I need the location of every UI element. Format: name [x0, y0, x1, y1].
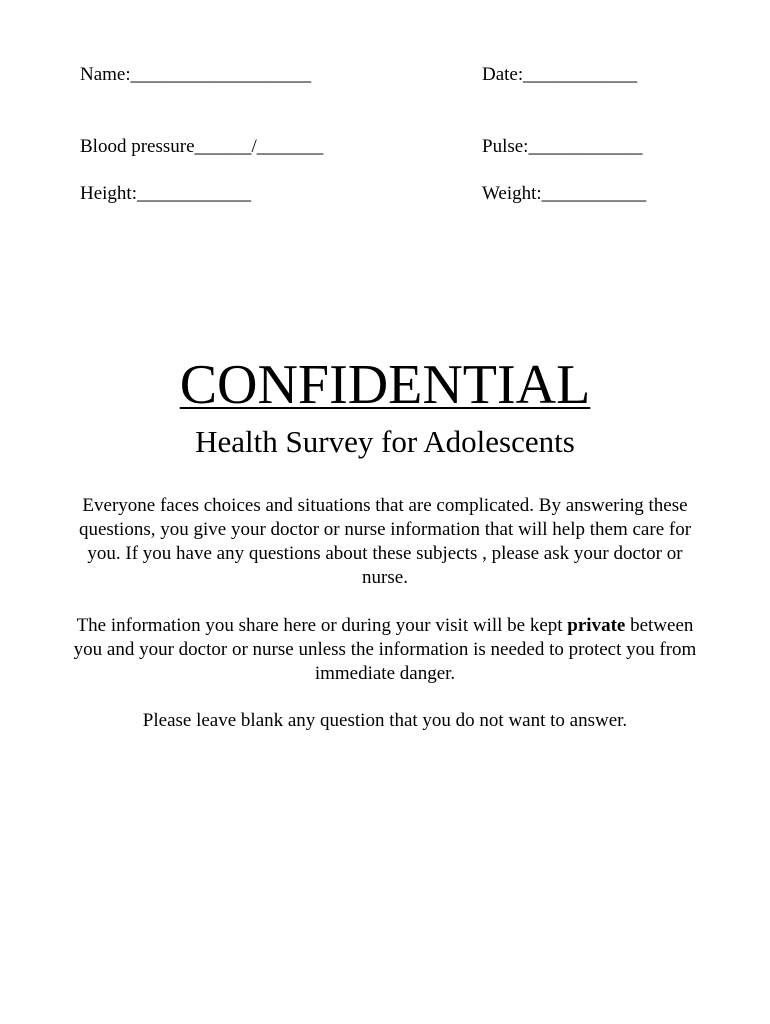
privacy-emphasis: private	[567, 615, 626, 636]
pulse-field-label: Pulse:____________	[482, 136, 643, 157]
privacy-text-end: between you and your doctor or nurse unless the information is needed to protect you from immediate danger.	[73, 615, 697, 684]
privacy-text-start: The information you share here or during your visit will be kept	[76, 615, 568, 636]
height-field-label: Height:____________	[80, 183, 251, 204]
weight-field-label: Weight:___________	[482, 183, 647, 204]
page-title-text: CONFIDENTIAL	[179, 354, 591, 416]
privacy-paragraph	[70, 614, 700, 686]
instruction-paragraph: Please leave blank any question that you do not want to answer.	[142, 710, 628, 731]
page-subtitle: Health Survey for Adolescents	[195, 424, 575, 459]
date-field-label: Date:____________	[482, 64, 638, 85]
name-field-label: Name:___________________	[80, 64, 312, 85]
blood-pressure-field-label: Blood pressure______/_______	[80, 136, 324, 157]
intro-paragraph: Everyone faces choices and situations that are complicated. By answering these questions, you give your doctor or nurse information that will help them care for you. If you have any questions about these subjects , please ask your doctor or nurse.	[78, 495, 692, 588]
page-title	[0, 352, 770, 418]
